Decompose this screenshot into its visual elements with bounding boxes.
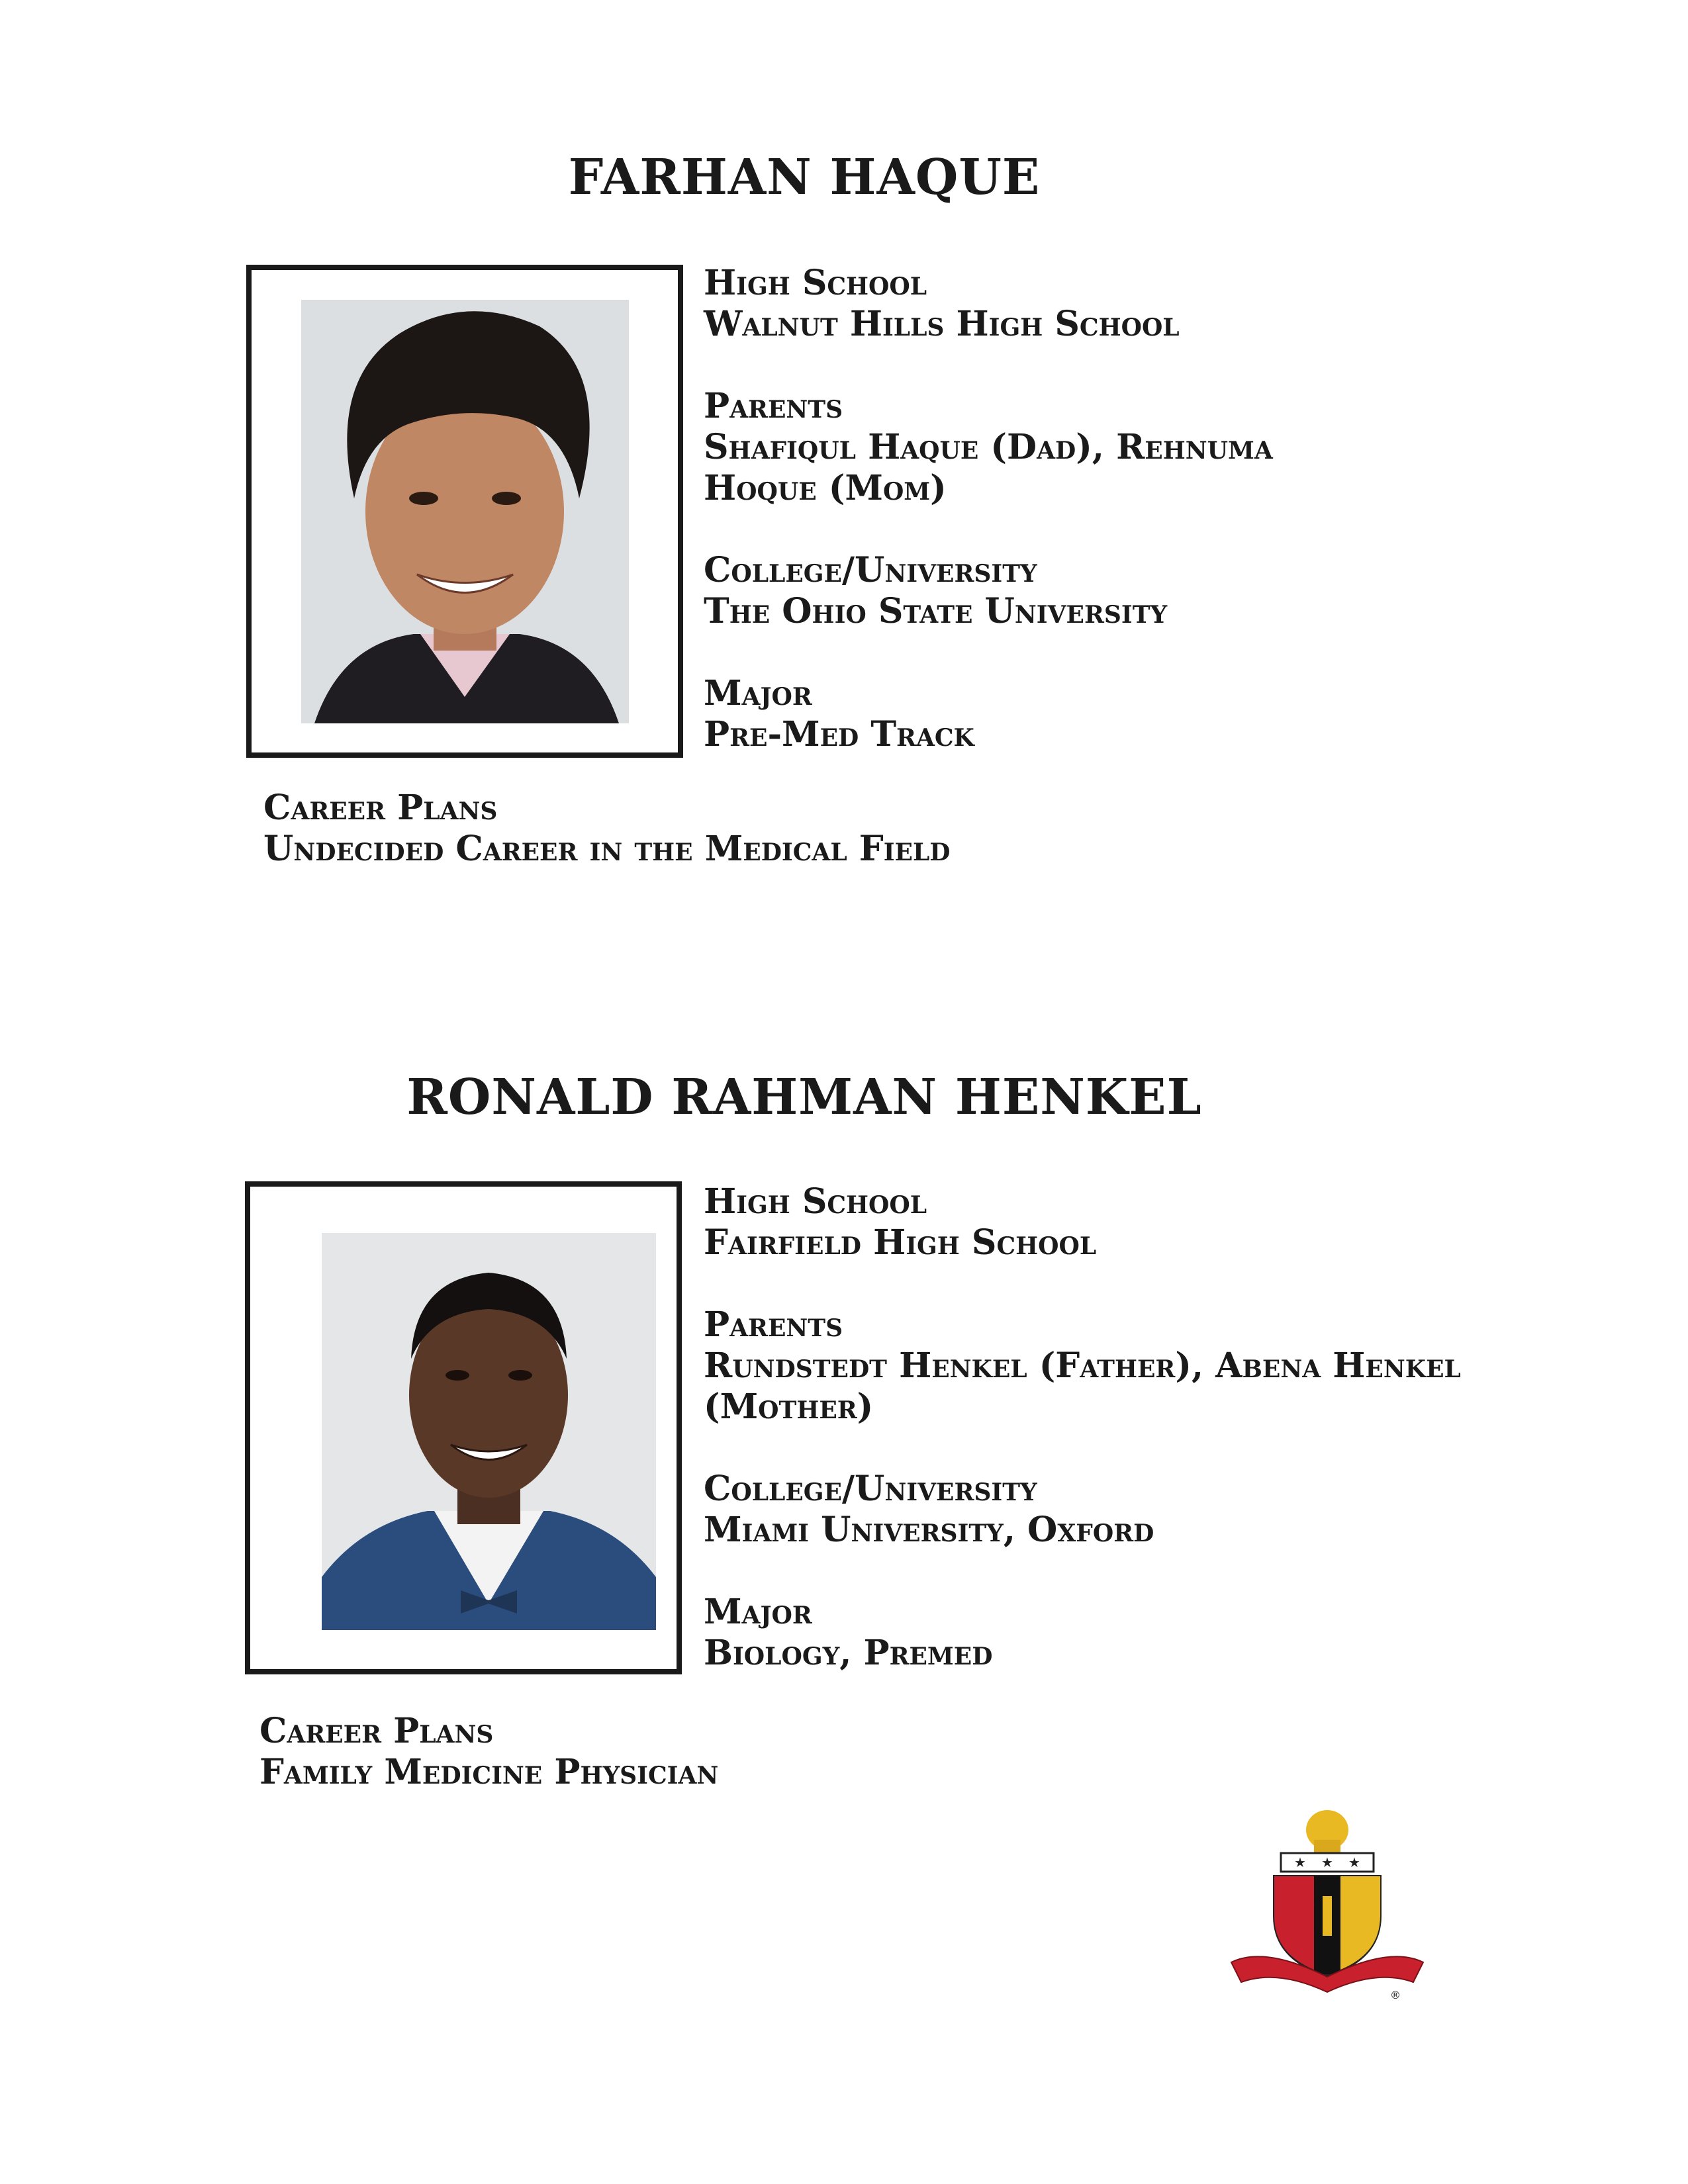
high-school-block-1 bbox=[704, 263, 1531, 345]
career-block-2 bbox=[259, 1711, 1252, 1793]
college-value: The Ohio State University bbox=[704, 591, 1168, 631]
photo-frame-1 bbox=[246, 265, 683, 758]
college-block-2 bbox=[704, 1469, 1531, 1551]
major-value: Biology, Premed bbox=[704, 1633, 993, 1673]
student-photo-1 bbox=[301, 300, 629, 723]
college-label: College/University bbox=[704, 550, 1037, 590]
parents-block-2 bbox=[704, 1304, 1465, 1428]
college-block-1 bbox=[704, 550, 1531, 632]
college-value: Miami University, Oxford bbox=[704, 1510, 1154, 1550]
svg-text:★: ★ bbox=[1294, 1854, 1306, 1870]
parents-block-1 bbox=[704, 386, 1366, 509]
major-label: Major bbox=[704, 673, 812, 713]
student-name-1: FARHAN HAQUE bbox=[568, 149, 1041, 206]
student-info-1 bbox=[704, 263, 1531, 796]
high-school-label: High School bbox=[704, 263, 927, 303]
registered-mark: ® bbox=[1390, 1989, 1401, 2001]
high-school-label: High School bbox=[704, 1181, 927, 1222]
career-label: Career Plans bbox=[259, 1711, 494, 1751]
photo-frame-2 bbox=[245, 1181, 682, 1674]
svg-text:★: ★ bbox=[1348, 1854, 1360, 1870]
parents-label: Parents bbox=[704, 386, 843, 426]
major-block-1 bbox=[704, 673, 1531, 755]
student-name-2: RONALD RAHMAN HENKEL bbox=[406, 1069, 1202, 1126]
parents-value: Shafiqul Haque (Dad), Rehnuma Hoque (Mom) bbox=[704, 427, 1273, 508]
student-info-2 bbox=[704, 1181, 1531, 1715]
high-school-value: Walnut Hills High School bbox=[704, 304, 1180, 344]
major-label: Major bbox=[704, 1592, 812, 1632]
career-value: Family Medicine Physician bbox=[259, 1752, 719, 1792]
major-value: Pre-Med Track bbox=[704, 714, 974, 754]
high-school-value: Fairfield High School bbox=[704, 1222, 1097, 1263]
parents-label: Parents bbox=[704, 1304, 843, 1345]
major-block-2 bbox=[704, 1592, 1531, 1674]
student-photo-2 bbox=[322, 1233, 656, 1630]
parents-value: Rundstedt Henkel (Father), Abena Henkel (Mother) bbox=[704, 1345, 1461, 1427]
career-value: Undecided Career in the Medical Field bbox=[263, 829, 951, 869]
college-label: College/University bbox=[704, 1469, 1037, 1509]
career-label: Career Plans bbox=[263, 788, 498, 828]
career-block-1 bbox=[263, 788, 1256, 870]
svg-text:★: ★ bbox=[1321, 1854, 1333, 1870]
fraternity-crest-logo bbox=[1225, 1803, 1430, 2002]
high-school-block-2 bbox=[704, 1181, 1531, 1263]
